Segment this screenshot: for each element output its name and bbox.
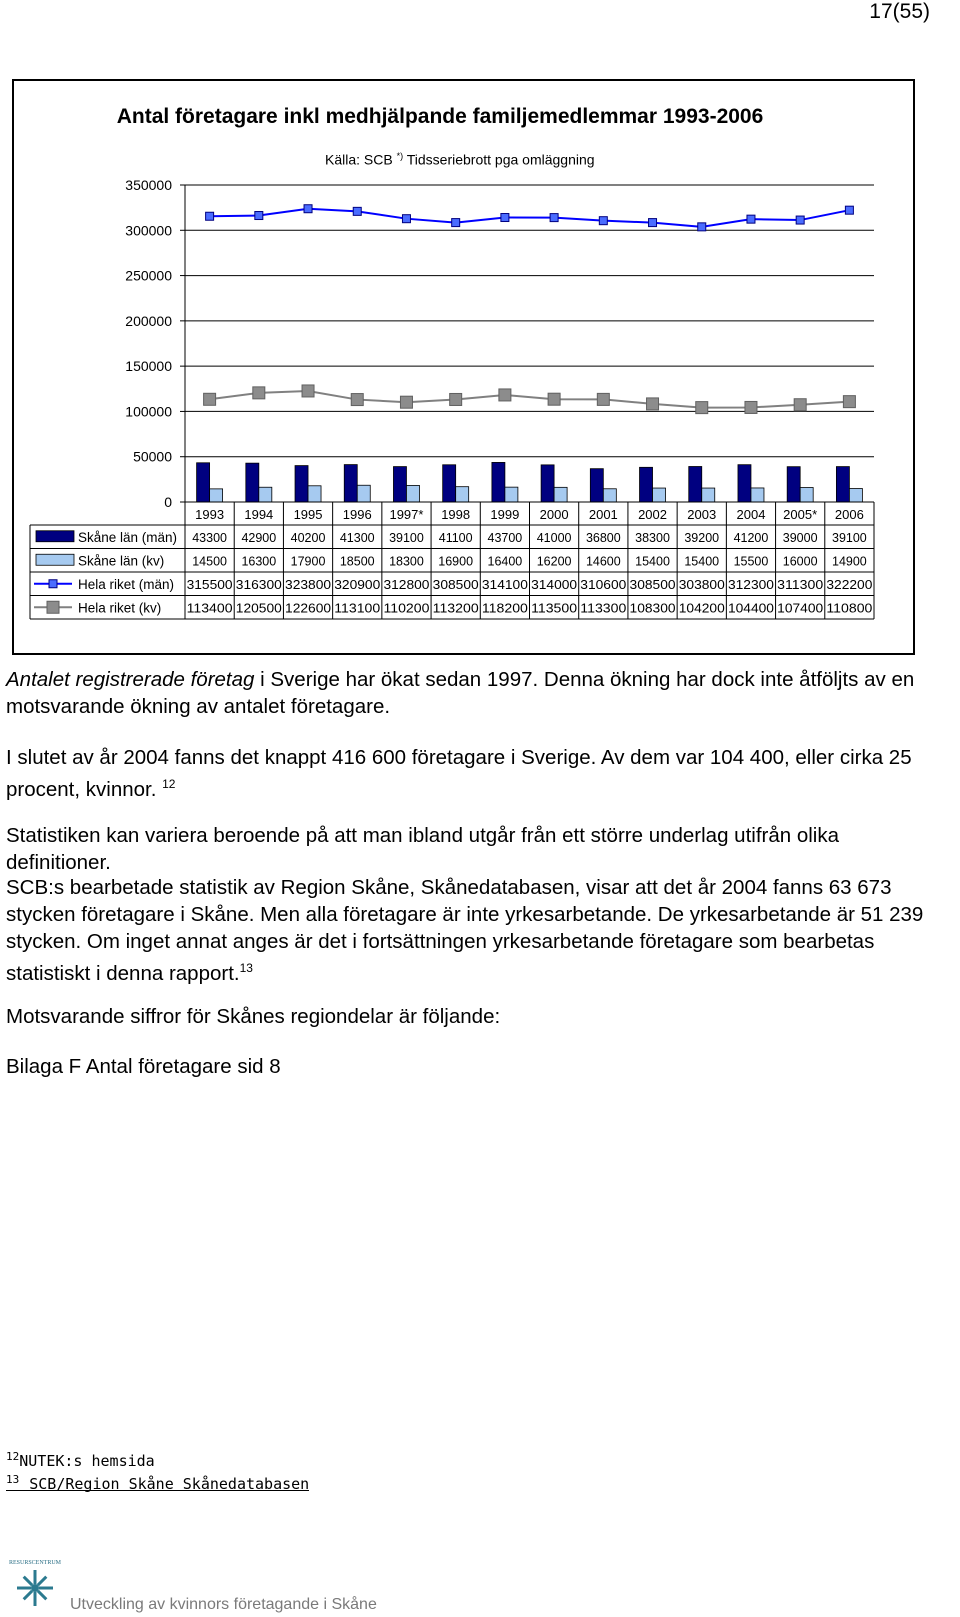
bar-kv: [800, 488, 813, 502]
table-cell: 15400: [635, 554, 670, 569]
table-cell: 113200: [432, 601, 479, 616]
table-cell: 118200: [481, 601, 528, 616]
legend-key: [36, 531, 74, 542]
point-riket-man: [452, 219, 460, 227]
y-tick-label: 300000: [125, 222, 172, 239]
logo-text: RESURSCENTRUM: [8, 1560, 62, 1566]
bar-kv: [505, 487, 518, 502]
point-riket-man: [845, 206, 853, 214]
table-cell: 16200: [536, 554, 572, 569]
footer-text: Utveckling av kvinnors företagande i Skåne: [70, 1596, 377, 1613]
paragraph-2-text: I slutet av år 2004 fanns det knappt 416 600 företagare i Sverige. Av dem var 104 400, eller cirka 25 procent, kvinnor.: [6, 746, 912, 801]
page-number: 17(55): [869, 0, 930, 23]
x-tick-label: 2005*: [783, 507, 818, 522]
x-tick-label: 1996: [342, 507, 372, 522]
point-riket-man: [304, 205, 312, 213]
table-cell: 40200: [290, 530, 326, 545]
footnote-12: [6, 1450, 155, 1470]
x-tick-label: 2001: [588, 507, 618, 522]
table-cell: 320900: [334, 577, 381, 592]
table-cell: 107400: [777, 601, 824, 616]
paragraph-4: [6, 874, 946, 987]
x-tick-label: 1998: [441, 507, 471, 522]
table-cell: 16900: [438, 554, 474, 569]
bar-man: [590, 469, 603, 502]
table-cell: 315500: [186, 577, 233, 592]
table-cell: 41300: [339, 530, 375, 545]
bar-kv: [849, 489, 862, 502]
paragraph-2: [6, 744, 946, 803]
bar-kv: [603, 489, 616, 502]
bar-man: [689, 466, 702, 502]
table-cell: 312300: [727, 577, 775, 592]
table-cell: 36800: [585, 530, 621, 545]
x-tick-label: 2006: [834, 507, 864, 522]
x-tick-label: 1994: [244, 507, 274, 522]
footnote-12-text: NUTEK:s hemsida: [19, 1452, 155, 1470]
table-cell: 104200: [678, 601, 725, 616]
y-tick-label: 0: [164, 494, 172, 510]
chart-note: Tidsseriebrott pga omläggning: [406, 151, 595, 168]
paragraph-5-text: Motsvarande siffror för Skånes regiondelar är följande:: [6, 1005, 501, 1028]
paragraph-3: [6, 822, 946, 876]
table-cell: 104400: [727, 601, 775, 616]
point-riket-kv: [204, 393, 216, 405]
legend-key-marker: [49, 580, 57, 588]
footnote-13: [6, 1473, 309, 1493]
bar-man: [787, 467, 800, 502]
y-tick-label: 150000: [125, 358, 172, 375]
y-tick-label: 200000: [125, 312, 172, 329]
resurscentrum-logo: [6, 1555, 64, 1613]
point-riket-man: [649, 219, 657, 227]
x-tick-label: 2000: [539, 507, 569, 522]
bar-man: [393, 467, 406, 502]
point-riket-man: [402, 215, 410, 223]
table-cell: 39200: [684, 530, 720, 545]
table-cell: 15500: [733, 554, 769, 569]
paragraph-1: [6, 666, 946, 720]
point-riket-man: [501, 214, 509, 222]
bar-man: [246, 463, 259, 502]
legend-label: Skåne län (män): [78, 529, 178, 545]
table-cell: 108300: [629, 601, 676, 616]
point-riket-man: [747, 215, 755, 223]
bar-kv: [554, 487, 567, 502]
bar-man: [295, 466, 308, 502]
point-riket-man: [255, 212, 263, 220]
table-cell: 14600: [585, 554, 621, 569]
table-cell: 39100: [389, 530, 424, 545]
bar-man: [640, 467, 653, 502]
table-cell: 41200: [733, 530, 769, 545]
bar-man: [344, 465, 357, 502]
bar-man: [197, 463, 210, 502]
table-cell: 120500: [235, 601, 282, 616]
legend-key: [36, 554, 74, 565]
table-cell: 308500: [629, 577, 676, 592]
table-cell: 14900: [832, 554, 867, 569]
point-riket-man: [353, 207, 361, 215]
chart-svg: [0, 0, 960, 660]
bar-man: [738, 465, 751, 502]
paragraph-3-text: Statistiken kan variera beroende på att man ibland utgår från ett större underlag utifrån olika definitioner.: [6, 824, 840, 874]
y-tick-label: 100000: [125, 403, 172, 420]
point-riket-man: [796, 216, 804, 224]
table-cell: 18500: [339, 554, 375, 569]
point-riket-kv: [450, 393, 462, 405]
point-riket-kv: [843, 396, 855, 408]
table-cell: 314000: [531, 577, 578, 592]
bar-man: [541, 465, 554, 502]
chart-source: Källa: SCB: [325, 151, 393, 168]
x-tick-label: 1995: [293, 507, 323, 522]
table-cell: 323800: [285, 577, 332, 592]
y-tick-label: 250000: [125, 267, 172, 284]
table-cell: 113400: [186, 601, 233, 616]
point-riket-kv: [745, 401, 757, 413]
footnote-ref-12: 12: [162, 777, 176, 791]
point-riket-kv: [351, 394, 363, 406]
table-cell: 43300: [192, 530, 227, 545]
x-tick-label: 1993: [195, 507, 225, 522]
point-riket-kv: [253, 387, 265, 399]
table-cell: 39100: [832, 530, 867, 545]
point-riket-kv: [696, 402, 708, 414]
point-riket-man: [599, 217, 607, 225]
table-cell: 303800: [678, 577, 725, 592]
table-cell: 110800: [826, 601, 873, 616]
table-cell: 14500: [192, 554, 227, 569]
table-cell: 316300: [235, 577, 282, 592]
chart-subtitle: [325, 151, 595, 168]
y-tick-label: 50000: [133, 448, 172, 465]
table-cell: 113100: [334, 601, 381, 616]
x-tick-label: 1997*: [389, 507, 424, 522]
y-tick-label: 350000: [125, 177, 172, 193]
bar-kv: [702, 488, 715, 502]
chart-title: Antal företagare inkl medhjälpande familjemedlemmar 1993-2006: [116, 105, 764, 128]
table-cell: 38300: [635, 530, 670, 545]
bar-kv: [259, 487, 272, 502]
paragraph-5: [6, 1003, 946, 1030]
point-riket-man: [550, 214, 558, 222]
table-cell: 39000: [782, 530, 818, 545]
paragraph-1-italic: Antalet registrerade företag: [6, 668, 255, 691]
table-cell: 15400: [684, 554, 720, 569]
table-cell: 17900: [290, 554, 326, 569]
table-cell: 310600: [580, 577, 627, 592]
bar-kv: [308, 486, 321, 502]
legend-label: Skåne län (kv): [78, 553, 165, 569]
table-cell: 18300: [389, 554, 424, 569]
table-cell: 16400: [487, 554, 523, 569]
table-cell: 113300: [580, 601, 627, 616]
x-tick-label: 1999: [490, 507, 520, 522]
bar-kv: [653, 488, 666, 502]
bar-kv: [357, 485, 370, 502]
point-riket-kv: [548, 393, 560, 405]
table-cell: 314100: [481, 577, 528, 592]
bar-man: [836, 467, 849, 502]
footnote-13-text: SCB/Region Skåne Skånedatabasen: [29, 1475, 310, 1493]
point-riket-kv: [499, 389, 511, 401]
bar-kv: [406, 485, 419, 502]
table-cell: 113500: [531, 601, 578, 616]
chart-note-mark: *): [396, 151, 404, 161]
paragraph-6-text: Bilaga F Antal företagare sid 8: [6, 1055, 281, 1078]
point-riket-man: [206, 212, 214, 220]
table-cell: 122600: [285, 601, 332, 616]
table-cell: 312800: [383, 577, 430, 592]
x-tick-label: 2002: [638, 507, 667, 522]
table-cell: 43700: [487, 530, 523, 545]
paragraph-6: [6, 1053, 946, 1080]
table-cell: 110200: [383, 601, 430, 616]
bar-kv: [210, 489, 223, 502]
table-cell: 16300: [241, 554, 277, 569]
table-cell: 322200: [826, 577, 873, 592]
point-riket-kv: [794, 399, 806, 411]
table-cell: 41100: [438, 530, 473, 545]
legend-label: Hela riket (män): [78, 576, 175, 592]
point-riket-kv: [400, 396, 412, 408]
x-tick-label: 2003: [687, 507, 717, 522]
paragraph-4-text: SCB:s bearbetade statistik av Region Skåne, Skånedatabasen, visar att det år 2004 fanns 63 673 stycken företagare i Skåne. Men alla företagare är inte yrkesarbetande. De yrkesarbetande är 51 239 stycken. Om inget annat anges är det i fortsättningen yrkesarbetande företagare som bearbetas statistiskt i denna rapport.: [6, 876, 924, 985]
table-cell: 42900: [241, 530, 277, 545]
table-cell: 308500: [432, 577, 479, 592]
footnote-12-num: 12: [6, 1450, 20, 1463]
table-cell: 311300: [777, 577, 824, 592]
legend-label: Hela riket (kv): [78, 600, 162, 616]
footnote-ref-13: 13: [239, 961, 253, 975]
table-cell: 16000: [782, 554, 818, 569]
point-riket-kv: [302, 385, 314, 397]
x-tick-label: 2004: [736, 507, 766, 522]
table-cell: 41000: [536, 530, 572, 545]
bar-kv: [456, 487, 469, 502]
point-riket-man: [698, 223, 706, 231]
bar-man: [443, 465, 456, 502]
paragraph-1-rest: i Sverige har ökat sedan 1997. Denna ökning har dock inte åtföljts av en motsvarande ökning av antalet företagare.: [6, 668, 915, 718]
legend-key-marker: [47, 601, 59, 613]
bar-man: [492, 462, 505, 502]
footnote-13-num: 13: [6, 1473, 20, 1486]
bar-kv: [751, 488, 764, 502]
point-riket-kv: [597, 393, 609, 405]
point-riket-kv: [647, 398, 659, 410]
